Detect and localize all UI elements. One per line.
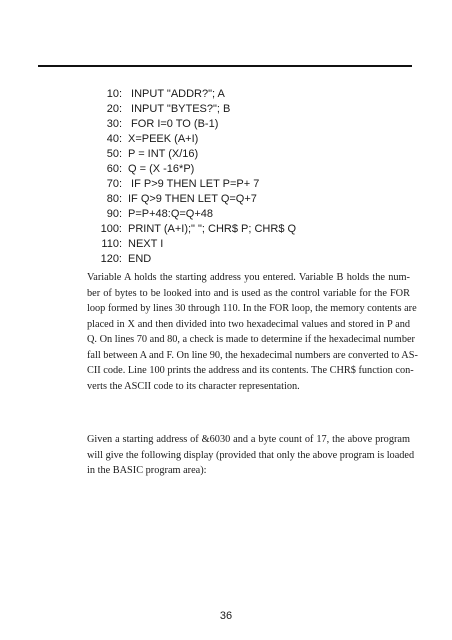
code-line-100	[80, 222, 410, 237]
line-number: 30:	[106, 118, 122, 130]
statement: IF Q>9 THEN LET Q=Q+7	[128, 193, 257, 205]
line-number: 110:	[101, 238, 122, 250]
statement: FOR I=0 TO (B-1)	[128, 118, 219, 130]
paragraph-line: loop formed by lines 30 through 110. In the FOR loop, the memory contents are	[87, 303, 417, 314]
code-line-110	[80, 237, 410, 252]
line-number: 60:	[106, 163, 122, 175]
statement: IF P>9 THEN LET P=P+ 7	[128, 178, 260, 190]
page-number: 36	[219, 610, 233, 622]
statement: INPUT "ADDR?"; A	[128, 88, 225, 100]
paragraph-line: fall between A and F. On line 90, the hexadecimal numbers are converted to AS-	[87, 349, 418, 361]
paragraph-line: in the BASIC program area):	[87, 465, 207, 476]
code-line-120	[80, 252, 410, 267]
line-number: 100:	[100, 223, 122, 235]
line-number: 80:	[106, 193, 122, 205]
paragraph-line: Variable A holds the starting address you entered. Variable B holds the num-	[87, 272, 410, 283]
paragraph-line: CII code. Line 100 prints the address and its contents. The CHR$ function con-	[87, 365, 414, 376]
line-number: 90:	[106, 208, 122, 220]
code-line-30	[80, 117, 410, 132]
code-line-90	[80, 207, 410, 222]
code-line-40	[80, 132, 410, 147]
header-rule	[38, 65, 412, 67]
line-number: 10:	[106, 88, 122, 100]
paragraph-line: Given a starting address of &6030 and a byte count of 17, the above program	[87, 434, 410, 445]
line-number: 40:	[106, 133, 122, 145]
code-line-70	[80, 177, 410, 192]
code-line-20	[80, 102, 410, 117]
code-line-80	[80, 192, 410, 207]
paragraph-line: Q. On lines 70 and 80, a check is made to determine if the hexadecimal number	[87, 334, 415, 345]
paragraph-line: placed in X and then divided into two hexadecimal values and stored in P and	[87, 318, 410, 330]
statement: END	[128, 253, 152, 265]
statement: X=PEEK (A+I)	[128, 133, 199, 145]
explanation-paragraph	[87, 270, 418, 394]
code-line-10	[80, 87, 410, 102]
code-line-60	[80, 162, 410, 177]
paragraph-line: ber of bytes to be looked into and is used as the control variable for the FOR	[87, 287, 410, 299]
line-number: 120:	[100, 253, 122, 265]
paragraph-line: verts the ASCII code to its character representation.	[87, 380, 300, 392]
statement: NEXT I	[128, 238, 164, 250]
line-number: 20:	[106, 103, 122, 115]
statement: PRINT (A+I);" "; CHR$ P; CHR$ Q	[128, 223, 297, 235]
line-number: 70:	[106, 178, 122, 190]
basic-program-listing	[80, 87, 410, 267]
paragraph-line: will give the following display (provided that only the above program is loaded	[87, 449, 415, 461]
statement: INPUT "BYTES?"; B	[128, 103, 231, 115]
code-line-50	[80, 147, 410, 162]
statement: Q = (X -16*P)	[128, 163, 195, 175]
line-number: 50:	[106, 148, 122, 160]
statement: P = INT (X/16)	[128, 148, 199, 160]
example-paragraph	[87, 432, 415, 479]
statement: P=P+48:Q=Q+48	[128, 208, 214, 220]
